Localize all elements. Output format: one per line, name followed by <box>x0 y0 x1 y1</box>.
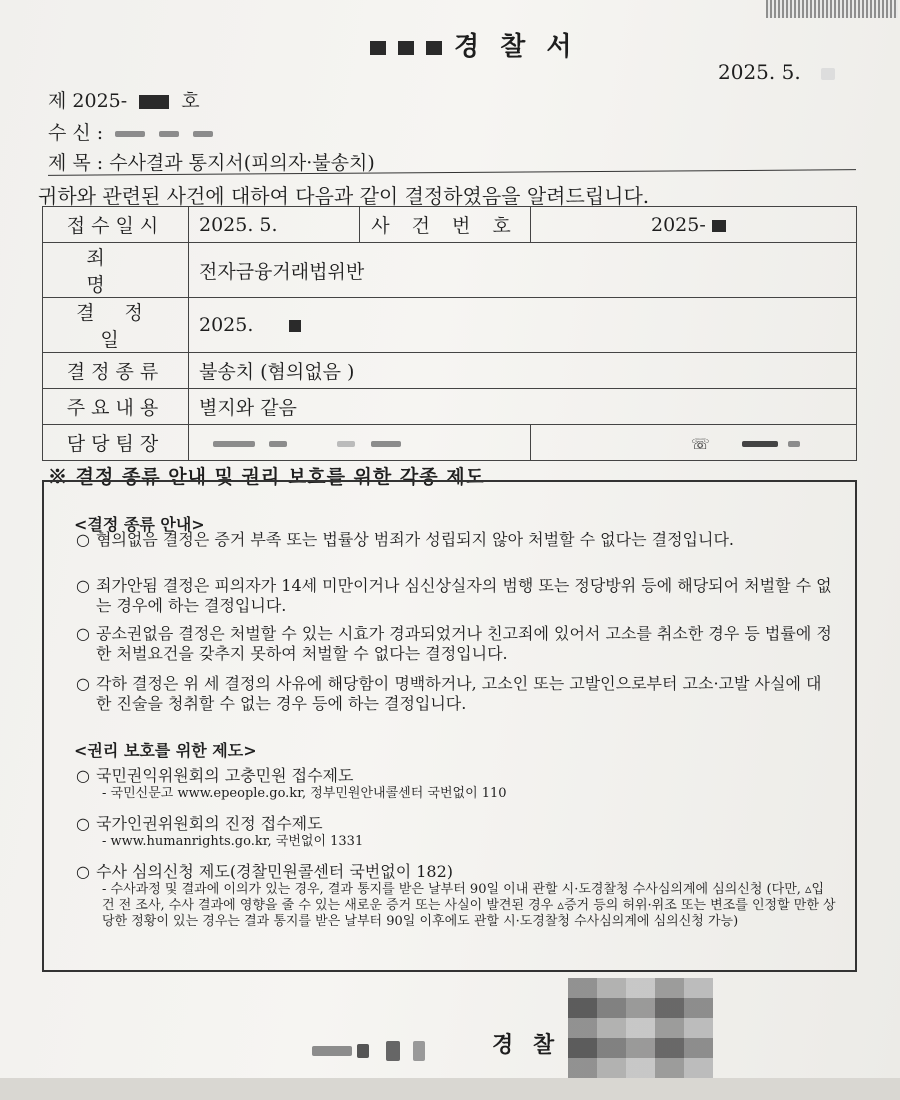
redaction <box>289 320 301 332</box>
redaction <box>337 441 355 447</box>
redaction <box>426 41 442 55</box>
guide-heading: <결정 종류 안내> <box>74 515 205 534</box>
redaction <box>413 1041 425 1061</box>
rights-item <box>76 766 836 802</box>
redaction <box>788 441 800 447</box>
case-number-cell <box>531 207 857 243</box>
case-number-label: 사 건 번 호 <box>360 207 531 243</box>
rights-item-title: 국가인권위원회의 진정 접수제도 <box>96 814 323 833</box>
guide-item-text: 각하 결정은 위 세 결정의 사유에 해당함이 명백하거나, 고소인 또는 고발인으로부터 고소·고발 사실에 대한 진술을 청취할 수 없는 경우 등에 하는 결정입니다. <box>96 674 822 713</box>
redaction <box>357 1044 369 1058</box>
redaction <box>712 220 726 232</box>
guide-item <box>76 624 836 664</box>
guide-item-text: 죄가안됨 결정은 피의자가 14세 미만이거나 심신상실자의 범행 또는 정당방위 등에 해당되어 처벌할 수 없는 경우에 하는 결정입니다. <box>96 576 832 615</box>
decision-date-value: 2025. <box>199 314 254 336</box>
footer-redaction <box>312 1040 425 1061</box>
intro-text: 귀하와 관련된 사건에 대하여 다음과 같이 결정하였음을 알려드립니다. <box>38 184 650 208</box>
rights-item-title: 수사 심의신청 제도(경찰민원콜센터 국번없이 182) <box>96 862 454 881</box>
redaction <box>193 131 213 137</box>
phone-cell <box>531 425 857 461</box>
document-number <box>48 86 200 113</box>
issuer-name: 경 찰 <box>492 1032 561 1058</box>
decision-date-cell <box>189 298 857 353</box>
issue-date-text: 2025. 5. <box>718 60 801 84</box>
rights-item-detail: - www.humanrights.go.kr, 국번없이 1331 <box>102 834 364 849</box>
rights-heading: <권리 보호를 위한 제도> <box>74 741 257 760</box>
recipient-label: 수 신 : <box>48 122 104 144</box>
table-row <box>43 389 857 425</box>
info-box <box>42 480 857 972</box>
agency-name: 경 찰 서 <box>454 32 578 62</box>
guide-item-text: 혐의없음 결정은 증거 부족 또는 법률상 범죄가 성립되지 않아 처벌할 수 없다는 결정입니다. <box>96 530 734 549</box>
redaction <box>371 441 401 447</box>
rights-item-detail: - 수사과정 및 결과에 이의가 있는 경우, 결과 통지를 받은 날부터 90일 이내 관할 시·도경찰청 수사심의계에 심의신청 (다만, ▵입건 전 조사, 수사 결과에 영향을 줄 수 있는 새로운 증거 또는 사실이 발견된 경우 ▵증거 등의 허위·위조 또는 변조를 인정할 만한 상당한 정황이 있는 경우는 결과 통지를 받은 날부터 90일 이후에도 관할 시·도경찰청 수사심의계에 심의신청 가능) <box>102 882 836 929</box>
case-number-value: 2025- <box>651 213 706 236</box>
redaction <box>115 131 145 137</box>
decision-type-label: 결정종류 <box>43 353 189 389</box>
issue-date <box>718 60 835 84</box>
official-seal-overlay <box>568 978 713 1078</box>
table-row <box>43 353 857 389</box>
guide-item <box>76 576 836 616</box>
doc-number-prefix: 제 2025- <box>48 90 128 112</box>
bullet: ○ <box>76 862 90 881</box>
document-title <box>370 26 577 63</box>
redaction <box>386 1041 400 1061</box>
receipt-date-label: 접수일시 <box>43 207 189 243</box>
rights-item <box>76 814 836 850</box>
rights-item-detail: - 국민신문고 www.epeople.go.kr, 정부민원안내콜센터 국번없이 110 <box>102 786 507 801</box>
rights-item <box>76 862 836 930</box>
team-leader-label: 담당팀장 <box>43 425 189 461</box>
team-leader-value <box>189 425 531 461</box>
bullet: ○ <box>76 674 90 693</box>
table-row <box>43 425 857 461</box>
main-content-label: 주요내용 <box>43 389 189 425</box>
table-row <box>43 243 857 298</box>
redaction <box>398 41 414 55</box>
case-info-table <box>42 206 857 461</box>
bullet: ○ <box>76 576 90 595</box>
guide-item <box>76 674 836 714</box>
redaction <box>312 1046 352 1056</box>
bullet: ○ <box>76 624 90 643</box>
redaction <box>370 41 386 55</box>
redaction <box>821 68 835 80</box>
rights-item-title: 국민권익위원회의 고충민원 접수제도 <box>96 766 354 785</box>
guide-item-text: 공소권없음 결정은 처벌할 수 있는 시효가 경과되었거나 친고죄에 있어서 고소를 취소한 경우 등 법률에 정한 처벌요건을 갖추지 못하여 처벌할 수 없다는 결정입니다. <box>96 624 832 663</box>
table-row <box>43 298 857 353</box>
redaction <box>139 95 169 109</box>
bullet: ○ <box>76 766 90 785</box>
bullet: ○ <box>76 530 90 549</box>
main-content-value: 별지와 같음 <box>189 389 857 425</box>
decision-date-label: 결 정 일 <box>43 298 189 353</box>
table-row <box>43 207 857 243</box>
redaction <box>159 131 179 137</box>
redaction <box>213 441 255 447</box>
bullet: ○ <box>76 814 90 833</box>
crime-value: 전자금융거래법위반 <box>189 243 857 298</box>
subject-line: 제 목 : 수사결과 통지서(피의자·불송치) <box>48 152 375 174</box>
recipient-line <box>48 118 213 145</box>
crime-label: 죄 명 <box>43 243 189 298</box>
qr-code <box>766 0 898 18</box>
notice-heading: ※ 결정 종류 안내 및 권리 보호를 위한 각종 제도 <box>48 466 485 488</box>
guide-item <box>76 530 836 550</box>
decision-type-value: 불송치 (혐의없음 ) <box>189 353 857 389</box>
receipt-date-value: 2025. 5. <box>189 207 360 243</box>
phone-icon: ☏ <box>691 434 710 453</box>
redaction <box>269 441 287 447</box>
doc-number-suffix: 호 <box>181 90 200 112</box>
redaction <box>742 441 778 447</box>
